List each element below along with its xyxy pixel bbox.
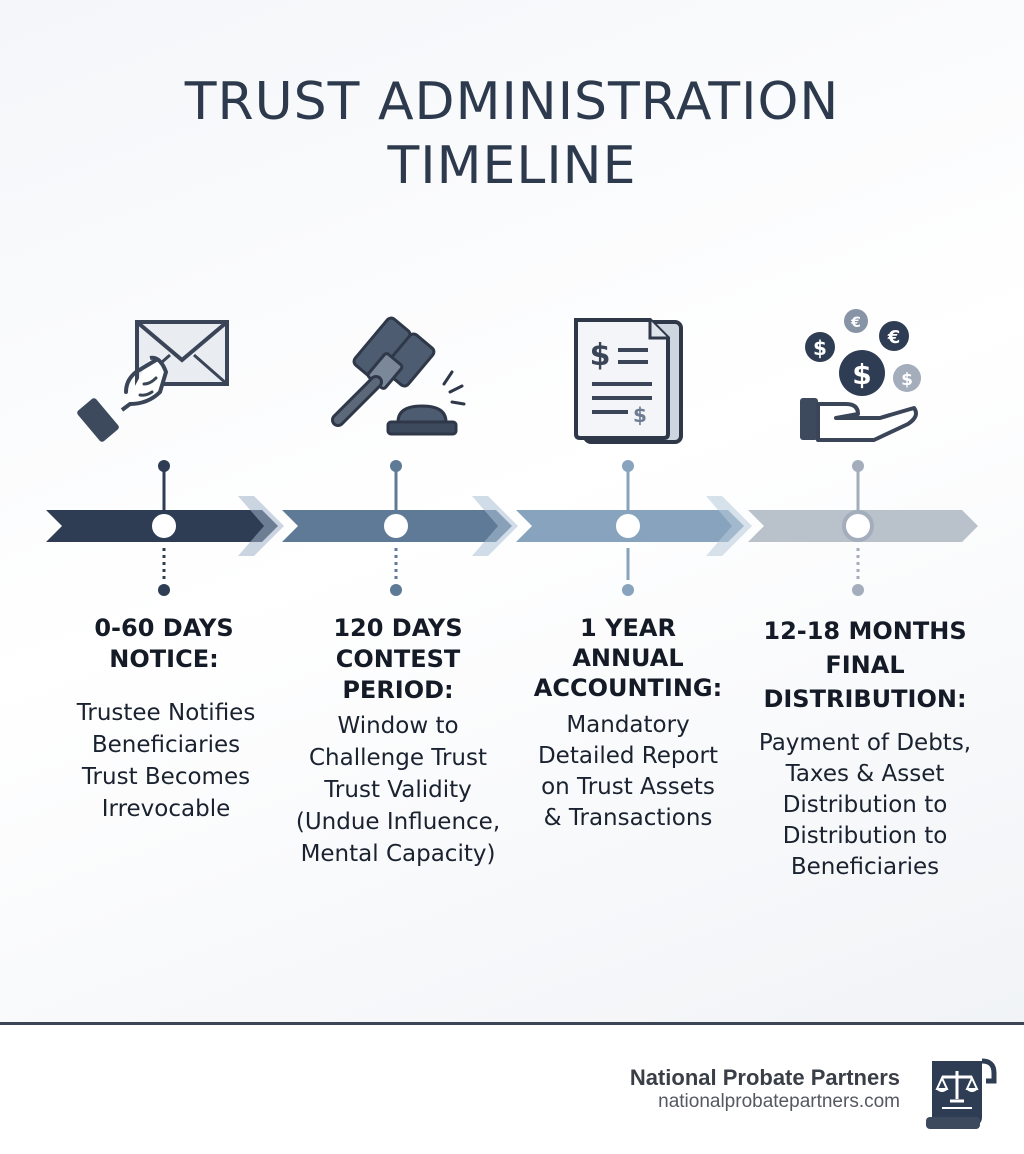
step-3-heading-line-1: 1 YEAR [580,614,676,642]
page-title [0,70,1024,198]
step-4-desc-line-1: Payment of Debts, [758,730,972,756]
svg-text:$: $ [813,336,827,360]
step-3-desc-line-1: Mandatory [566,712,690,738]
step-4-heading [740,614,990,716]
step-2-heading-line-3: PERIOD: [342,676,454,704]
step-2-desc-line-1: Window to [337,713,459,739]
step-4-desc-line-5: Beneficiaries [790,854,940,880]
timeline-marker-2 [382,460,410,596]
step-2-desc-line-5: Mental Capacity) [300,841,496,867]
hand-coins-icon [800,309,921,440]
step-3-desc-line-4: & Transactions [543,805,713,831]
timeline-marker-3 [614,460,642,596]
step-3-desc-line-3: on Trust Assets [541,774,715,800]
step-1-desc-line-3: Trust Becomes [81,764,251,790]
step-1-desc-line-2: Beneficiaries [91,732,241,758]
step-1-heading-line-1: 0-60 DAYS [94,614,234,642]
step-4-desc-line-3: Distribution to [782,792,948,818]
brand-name: National Probate Partners [629,1065,900,1090]
step-1-heading [44,613,284,675]
hand-envelope-icon [76,322,227,443]
svg-text:$: $ [589,338,611,373]
step-4-heading-line-3: DISTRIBUTION: [763,685,967,713]
step-2-description [278,710,518,870]
scales-scroll-icon [924,1055,1002,1131]
step-1-desc-line-4: Irrevocable [101,796,231,822]
title-line-2: TIMELINE [387,136,637,196]
step-4-heading-line-2: FINAL [825,651,905,679]
footer [0,1025,1024,1154]
title-line-1: TRUST ADMINISTRATION [184,72,840,132]
step-2-desc-line-3: Trust Validity [324,777,472,803]
financial-document-icon [576,320,681,442]
step-2-desc-line-2: Challenge Trust [308,745,487,771]
step-4-desc-line-4: Distribution to [782,823,948,849]
step-2-heading-line-2: CONTEST [335,645,461,673]
timeline-marker-1 [150,460,178,596]
svg-text:€: € [887,327,901,348]
step-1-description [46,697,286,825]
timeline-marker-4 [844,460,872,596]
svg-text:$: $ [633,403,647,427]
step-4-description [740,728,990,883]
step-3-heading [508,613,748,703]
step-3-description [508,710,748,834]
step-3-heading-line-3: ACCOUNTING: [533,674,723,702]
step-2-heading [278,613,518,706]
step-2-heading-line-1: 120 DAYS [333,614,463,642]
svg-text:$: $ [901,370,913,390]
svg-text:€: € [851,315,861,331]
step-3-desc-line-2: Detailed Report [537,743,719,769]
step-1-desc-line-1: Trustee Notifies [76,700,256,726]
step-3-heading-line-2: ANNUAL [572,644,684,672]
gavel-icon [338,316,464,434]
timeline-graphic [0,300,1024,605]
step-4-desc-line-2: Taxes & Asset [785,761,945,787]
brand-url[interactable]: nationalprobatepartners.com [658,1091,900,1112]
svg-text:$: $ [852,358,872,391]
step-2-desc-line-4: (Undue Influence, [295,809,501,835]
step-1-heading-line-2: NOTICE: [109,645,219,673]
step-4-heading-line-1: 12-18 MONTHS [763,617,967,645]
